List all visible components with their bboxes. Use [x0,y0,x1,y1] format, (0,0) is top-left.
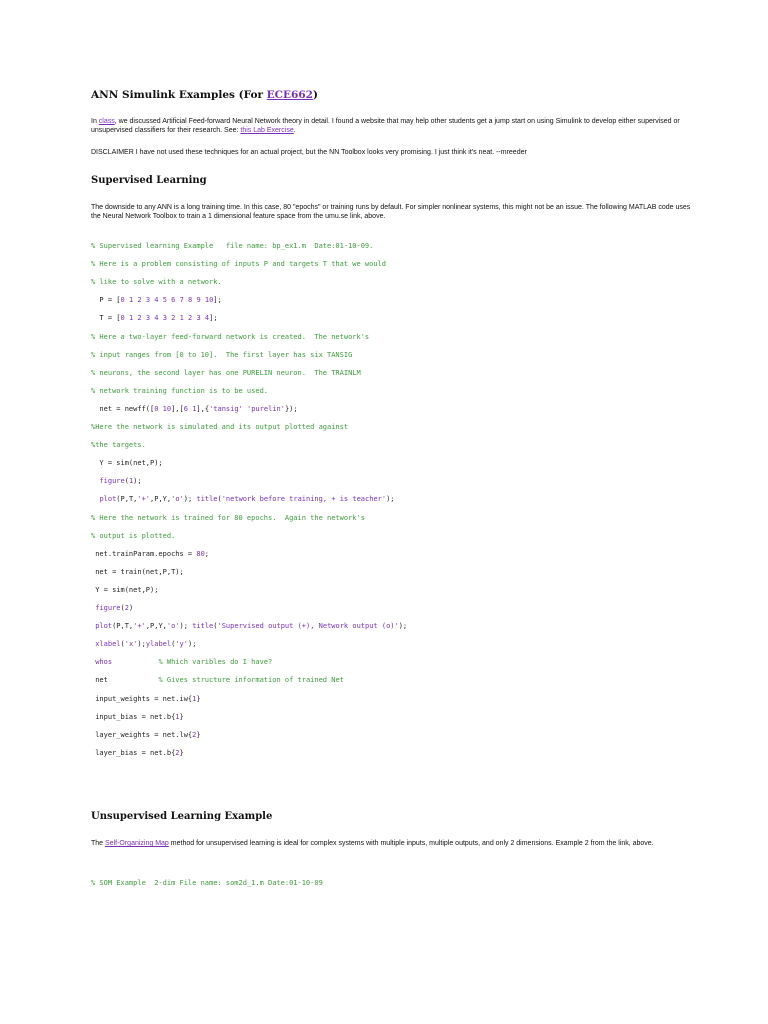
code-line: Y = sim(net,P); [91,459,163,468]
page-title [91,89,318,101]
code-line: T = [0 1 2 3 4 3 2 1 2 3 4]; [91,314,218,323]
unsup-text-b: method for unsupervised learning is ideal for complex systems with multiple inputs, multiple outputs, and only 2 dimensions. Example 2 from the link, above. [168,840,654,847]
code-line: %the targets. [91,441,146,450]
code-line: net = train(net,P,T); [91,567,184,576]
unsupervised-paragraph [91,840,691,849]
code-line: input_bias = net.b{1} [91,712,184,721]
code-line: xlabel('x');ylabel('y'); [95,640,197,649]
code-line: Y = sim(net,P); [91,585,159,594]
intro-text-c: . [293,126,296,134]
code-line: net.trainParam.epochs = 80; [91,549,210,558]
code-line: % neurons, the second layer has one PURELIN neuron. The TRAINLM [91,368,361,377]
code-line: P = [0 1 2 3 4 5 6 7 8 9 10]; [91,296,222,305]
code-line: figure(1); [99,477,142,486]
code-line: % input ranges from [0 to 10]. The first layer has six TANSIG [91,350,353,359]
disclaimer-paragraph: DISCLAIMER I have not used these techniques for an actual project, but the NN Toolbox looks very promising. I just think it's neat. --mreeder [91,149,527,156]
code-line: % Here a two-layer feed-forward network is created. The network's [91,332,370,341]
code-line: layer_weights = net.lw{2} [91,730,201,739]
code-line: plot(P,T,'+',P,Y,'o'); title('network before training, + is teacher'); [99,495,395,504]
code-line: input_weights = net.iw{1} [91,694,201,703]
code-line: figure(2) [95,604,134,612]
code-line: plot(P,T,'+',P,Y,'o'); title('Supervised output (+), Network output (o)'); [95,622,408,631]
code-line: % SOM Example 2-dim File name: som2d_1.m Date:01-10-09 [91,879,323,887]
code-line: net = newff([0 10],[6 1],{'tansig' 'purelin'}); [91,404,298,413]
supervised-heading: Supervised Learning [91,175,207,186]
title-prefix: ANN Simulink Examples (For [91,89,267,101]
unsup-text-a: The [91,840,106,847]
lab-exercise-link[interactable]: this Lab Exercise [240,126,294,134]
supervised-paragraph: The downside to any ANN is a long training time. In this case, 80 "epochs" or training runs by default. For simpler nonlinear systems, this might not be an issue. The following MATLAB code uses the Neural Network Toolbox to train a 1 dimensional feature space from the umu.se link, above. [91,204,691,220]
code-line: %Here the network is simulated and its output plotted against [91,423,349,431]
title-suffix: ) [312,89,318,101]
ece662-link[interactable]: ECE662 [266,89,313,101]
code-line: whos % Which varibles do I have? [95,658,273,667]
intro-text-a: In [91,118,99,125]
unsupervised-heading: Unsupervised Learning Example [91,811,273,822]
code-line: net % Gives structure information of trained Net [91,676,344,685]
code-line: layer_bias = net.b{2} [91,748,184,757]
class-link[interactable]: class [98,118,115,125]
intro-paragraph [91,118,691,135]
som-link[interactable]: Self-Organizing Map [105,840,169,847]
code-line: % Here the network is trained for 80 epochs. Again the network's [91,513,365,522]
intro-text-b: , we discussed Artificial Feed-forward Neural Network theory in detail. I found a website that may help other students get a jump start on using Simulink to develop either supervised or unsupervised classifiers for their research. See: [91,118,680,134]
code-line: % Supervised learning Example file name: bp_ex1.m Date:01-10-09. [91,242,374,250]
code-line: % network training function is to be used. [91,386,269,395]
code-line: % output is plotted. [91,531,176,540]
code-line: % like to solve with a network. [91,278,222,287]
code-line: % Here is a problem consisting of inputs P and targets T that we would [91,260,387,269]
